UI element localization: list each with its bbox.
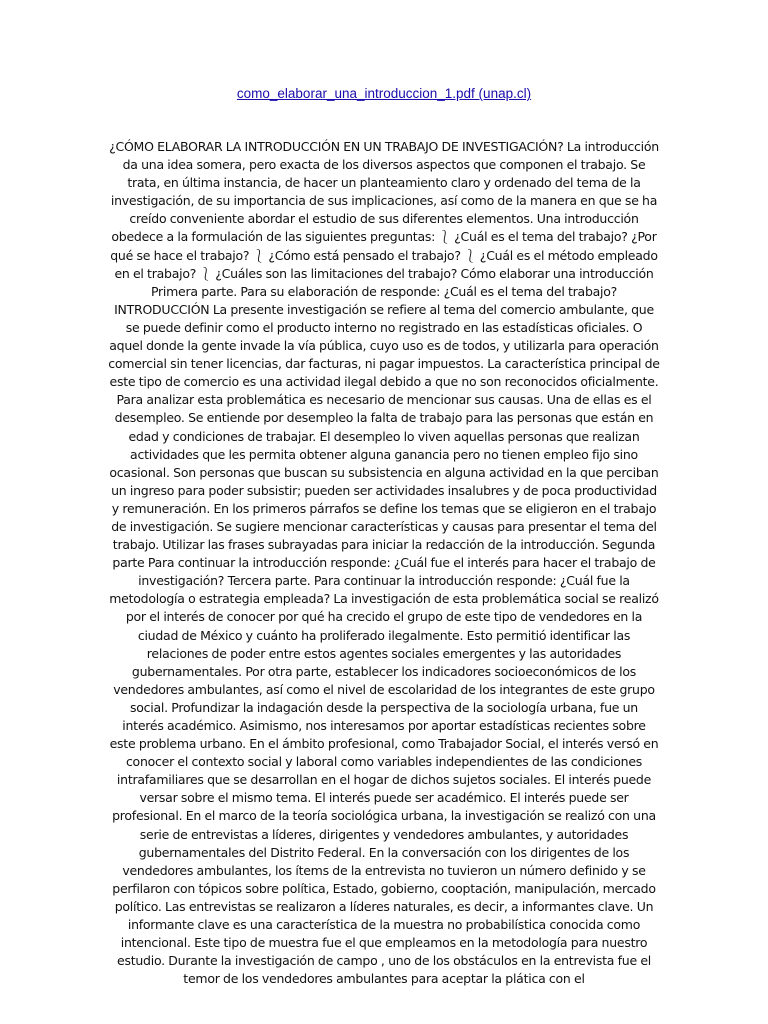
- document-body-text: ¿CÓMO ELABORAR LA INTRODUCCIÓN EN UN TRABAJO DE INVESTIGACIÓN? La introducción da una idea somera, pero exacta de los diversos aspectos que componen el trabajo. Se trata, en última instancia, de hacer un planteamiento claro y ordenado del tema de la investigación, de su importancia de sus implicaciones, así como de la manera en que se ha creído conveniente abordar el estudio de sus diferentes elementos. Una introducción obedece a la formulación de las siguientes preguntas: ⎱ ¿Cuál es el tema del trabajo? ¿Por qué se hace el trabajo? ⎱ ¿Cómo está pensado el trabajo? ⎱ ¿Cuál es el método empleado en el trabajo? ⎱ ¿Cuáles son las limitaciones del trabajo? Cómo elaborar una introducción Primera parte. Para su elaboración de responde: ¿Cuál es el tema del trabajo? INTRODUCCIÓN La presente investigación se refiere al tema del comercio ambulante, que se puede definir como el producto interno no registrado en las estadísticas oficiales. O aquel donde la gente invade la vía pública, cuyo uso es de todos, y utilizarla para operación comercial sin tener licencias, dar facturas, ni pagar impuestos. La característica principal de este tipo de comercio es una actividad ilegal debido a que no son reconocidos oficialmente. Para analizar esta problemática es necesario de mencionar sus causas. Una de ellas es el desempleo. Se entiende por desempleo la falta de trabajo para las personas que están en edad y condiciones de trabajar. El desempleo lo viven aquellas personas que realizan actividades que les permita obtener alguna ganancia pero no tienen empleo fijo sino ocasional. Son personas que buscan su subsistencia en alguna actividad en la que perciban un ingreso para poder subsistir; pueden ser actividades insalubres y de poca productividad y remuneración. En los primeros párrafos se define los temas que se eligieron en el trabajo de investigación. Se sugiere mencionar características y causas para presentar el tema del trabajo. Utilizar las frases subrayadas para iniciar la redacción de la introducción. Segunda parte Para continuar la introducción responde: ¿Cuál fue el interés para hacer el trabajo de investigación? Tercera parte. Para continuar la introducción responde: ¿Cuál fue la metodología o estrategia empleada? La investigación de esta problemática social se realizó por el interés de conocer por qué ha crecido el grupo de este tipo de vendedores en la ciudad de México y cuánto ha proliferado ilegalmente. Esto permitió identificar las relaciones de poder entre estos agentes sociales emergentes y las autoridades gubernamentales. Por otra parte, establecer los indicadores socioeconómicos de los vendedores ambulantes, así como el nivel de escolaridad de los integrantes de este grupo social. Profundizar la indagación desde la perspectiva de la sociología urbana, fue un interés académico. Asimismo, nos interesamos por aportar estadísticas recientes sobre este problema urbano. En el ámbito profesional, como Trabajador Social, el interés versó en conocer el contexto social y laboral como variables independientes de las condiciones intrafamiliares que se desarrollan en el hogar de dichos sujetos sociales. El interés puede versar sobre el mismo tema. El interés puede ser académico. El interés puede ser profesional. En el marco de la teoría sociológica urbana, la investigación se realizó con una serie de entrevistas a líderes, dirigentes y vendedores ambulantes, y autoridades gubernamentales del Distrito Federal. En la conversación con los dirigentes de los vendedores ambulantes, los ítems de la entrevista no tuvieron un número definido y se perfilaron con tópicos sobre política, Estado, gobierno, cooptación, manipulación, mercado político. Las entrevistas se realizaron a líderes naturales, es decir, a informantes clave. Un informante clave es una característica de la muestra no probabilística conocida como intencional. Este tipo de muestra fue el que empleamos en la metodología para nuestro estudio. Durante la investigación de campo , uno de los obstáculos en la entrevista fue el temor de los vendedores ambulantes para aceptar la plática con el: [108, 139, 660, 987]
- source-pdf-link[interactable]: como_elaborar_una_introduccion_1.pdf (unap.cl): [236, 86, 532, 101]
